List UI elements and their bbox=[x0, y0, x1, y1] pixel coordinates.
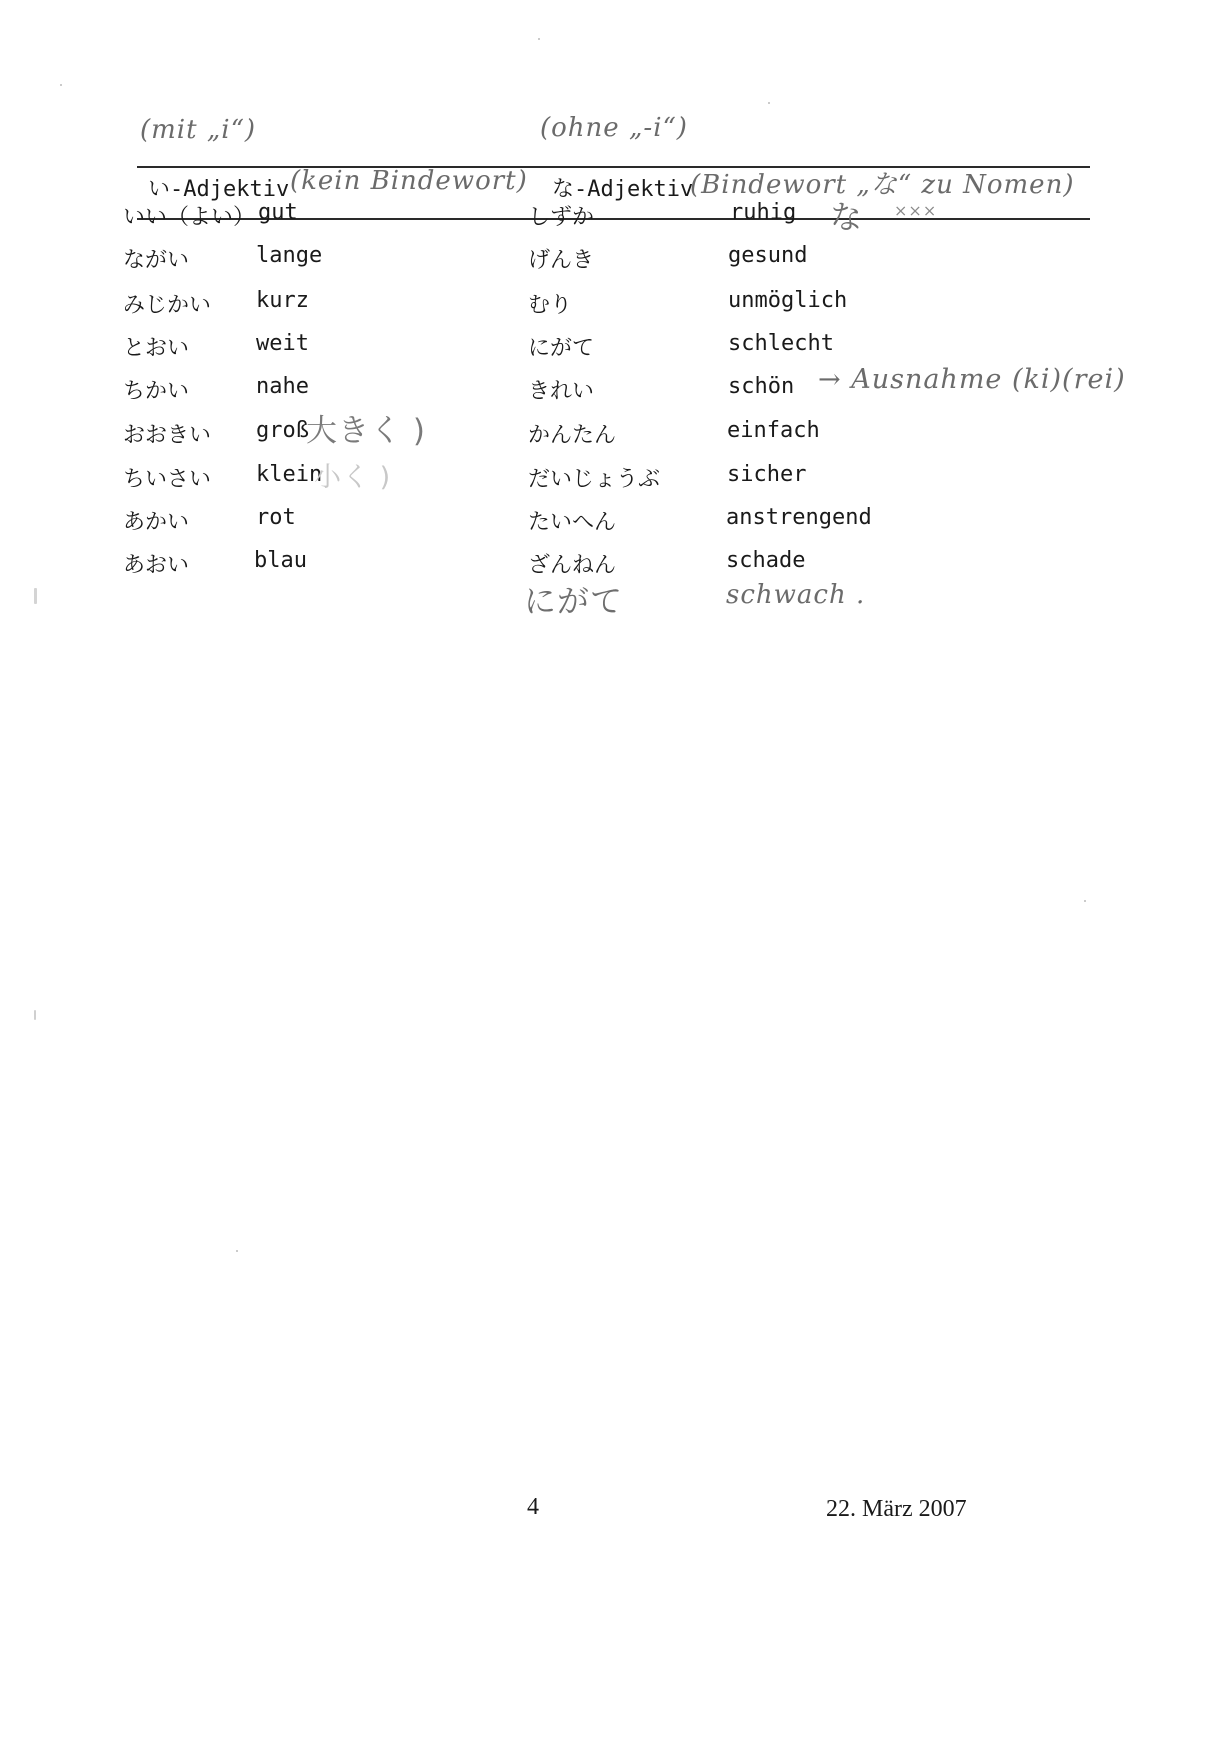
i-adj-de: kurz bbox=[256, 288, 309, 313]
handwritten-na-note: な bbox=[830, 198, 864, 236]
i-adj-de: nahe bbox=[256, 374, 309, 399]
handwritten-gross-kanji: 大きく ) bbox=[306, 413, 426, 449]
handwritten-mit-i: (mit „i“) bbox=[140, 115, 257, 145]
i-adj-jp: ちかい bbox=[123, 379, 190, 404]
na-adj-jp: にがて bbox=[528, 336, 595, 361]
handwritten-cross-marks: ××× bbox=[894, 201, 938, 220]
na-adj-jp: げんき bbox=[528, 248, 595, 273]
handwritten-bindewort-na: (Bindewort „な“ zu Nomen) bbox=[690, 170, 1075, 200]
i-adj-jp: いい（よい） bbox=[123, 205, 256, 230]
i-adj-jp: みじかい bbox=[123, 293, 212, 318]
na-adj-de: sicher bbox=[727, 462, 807, 487]
handwritten-nigate: にがて bbox=[524, 582, 624, 620]
i-adj-jp: ちいさい bbox=[123, 467, 212, 492]
footer-date: 22. März 2007 bbox=[826, 1496, 967, 1522]
na-adj-jp: しずか bbox=[528, 205, 595, 230]
i-adj-de: gut bbox=[258, 200, 298, 225]
na-adj-de: gesund bbox=[728, 243, 808, 268]
scan-speck bbox=[34, 1010, 36, 1020]
i-adj-jp: あおい bbox=[123, 553, 190, 578]
i-adj-de: rot bbox=[256, 505, 296, 530]
na-adj-de: schön bbox=[728, 374, 795, 399]
i-adj-de: klein bbox=[256, 462, 323, 487]
handwritten-ohne-i: (ohne „-i“) bbox=[540, 113, 688, 143]
scan-speck bbox=[1084, 900, 1086, 902]
i-adj-de: lange bbox=[256, 243, 323, 268]
handwritten-klein-kanji: 小く ) bbox=[314, 462, 392, 493]
na-adj-de: ruhig bbox=[730, 200, 797, 225]
scan-speck bbox=[34, 588, 37, 604]
handwritten-schwach: schwach . bbox=[726, 580, 866, 610]
scan-speck bbox=[236, 1250, 238, 1252]
na-adj-jp: だいじょうぶ bbox=[528, 467, 661, 492]
i-adj-jp: あかい bbox=[123, 510, 190, 535]
na-adj-jp: たいへん bbox=[528, 510, 617, 535]
handwritten-kein-bindewort: (kein Bindewort) bbox=[290, 166, 528, 196]
page-number: 4 bbox=[527, 1494, 539, 1520]
header-na-adjektiv: な-Adjektiv bbox=[552, 177, 694, 202]
i-adj-jp: ながい bbox=[123, 248, 190, 273]
i-adj-jp: とおい bbox=[123, 336, 190, 361]
i-adj-jp: おおきい bbox=[123, 423, 212, 448]
handwritten-ausnahme-note: → Ausnahme (ki)(rei) bbox=[818, 364, 1126, 395]
na-adj-jp: きれい bbox=[528, 379, 595, 404]
na-adj-de: unmöglich bbox=[728, 288, 848, 313]
na-adj-de: schade bbox=[726, 548, 806, 573]
i-adj-de: groß bbox=[256, 418, 309, 443]
na-adj-jp: ざんねん bbox=[528, 553, 617, 578]
na-adj-jp: かんたん bbox=[528, 423, 617, 448]
na-adj-de: schlecht bbox=[728, 331, 834, 356]
scan-speck bbox=[60, 84, 62, 86]
scan-speck bbox=[538, 38, 540, 40]
na-adj-de: anstrengend bbox=[726, 505, 872, 530]
na-adj-de: einfach bbox=[727, 418, 820, 443]
i-adj-de: weit bbox=[256, 331, 309, 356]
header-i-adjektiv: い-Adjektiv bbox=[148, 177, 290, 202]
i-adj-de: blau bbox=[254, 548, 307, 573]
scan-speck bbox=[768, 102, 770, 104]
na-adj-jp: むり bbox=[528, 293, 573, 318]
